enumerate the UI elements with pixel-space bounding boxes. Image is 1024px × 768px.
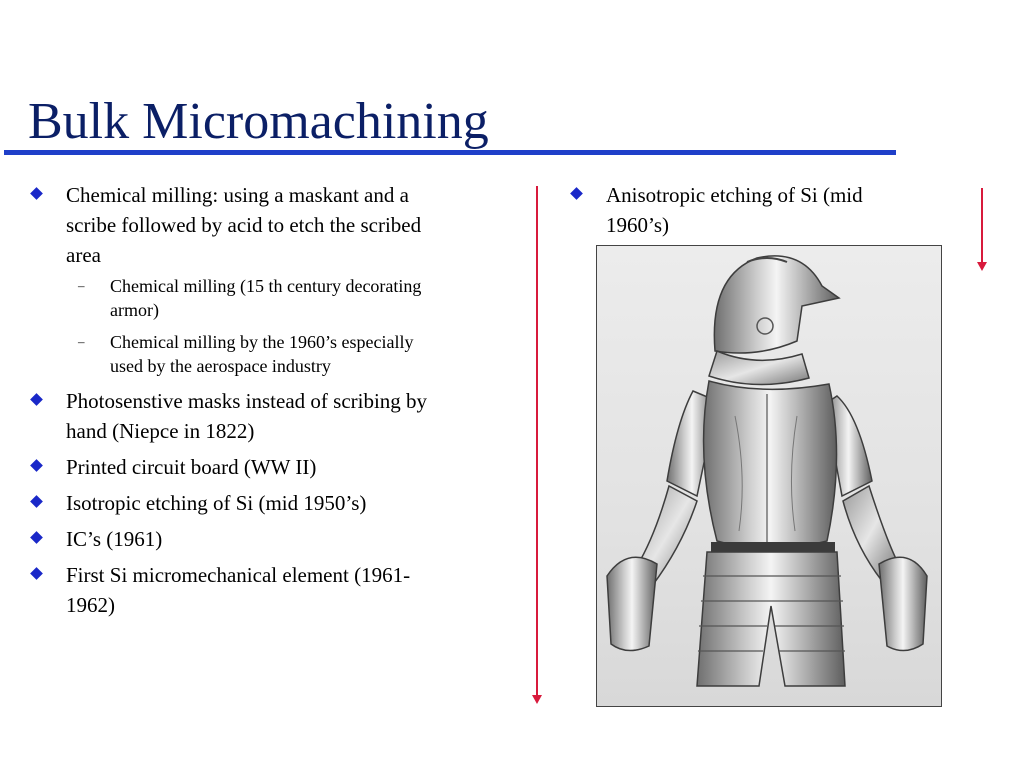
diamond-bullet-icon [30, 393, 43, 406]
diamond-bullet-icon [30, 495, 43, 508]
bullet-text: Printed circuit board (WW II) [66, 455, 317, 479]
bullet-text: Chemical milling: using a maskant and a scribe followed by acid to etch the scribed area [66, 183, 422, 267]
bullet-item [28, 488, 448, 518]
timeline-arrow-right [981, 188, 983, 263]
diamond-bullet-icon [30, 187, 43, 200]
sub-bullet-item [66, 274, 448, 322]
left-bullet-list [28, 180, 448, 626]
diamond-bullet-icon [30, 567, 43, 580]
bullet-text: IC’s (1961) [66, 527, 163, 551]
sub-bullet-list [66, 274, 448, 378]
title-underline [4, 150, 896, 155]
diamond-bullet-icon [570, 187, 583, 200]
bullet-item [28, 560, 448, 620]
dash-icon: – [78, 334, 85, 349]
bullet-item [28, 452, 448, 482]
diamond-bullet-icon [30, 459, 43, 472]
bullet-item [28, 180, 448, 378]
bullet-item [28, 386, 448, 446]
armor-illustration [597, 246, 941, 706]
diamond-bullet-icon [30, 531, 43, 544]
bullet-text: First Si micromechanical element (1961-1962) [66, 563, 411, 617]
dash-icon: – [78, 278, 85, 293]
armor-photo [596, 245, 942, 707]
bullet-item [28, 524, 448, 554]
timeline-arrow-left [536, 186, 538, 696]
bullet-item [568, 180, 928, 240]
right-bullet-list [568, 180, 928, 246]
bullet-text: Isotropic etching of Si (mid 1950’s) [66, 491, 367, 515]
bullet-text: Photosenstive masks instead of scribing by hand (Niepce in 1822) [66, 389, 428, 443]
slide-title: Bulk Micromachining [28, 93, 489, 150]
bullet-text: Anisotropic etching of Si (mid 1960’s) [606, 183, 863, 237]
sub-bullet-text: Chemical milling by the 1960’s especially used by the aerospace industry [110, 332, 414, 376]
sub-bullet-item [66, 330, 448, 378]
sub-bullet-text: Chemical milling (15 th century decorating armor) [110, 276, 422, 320]
